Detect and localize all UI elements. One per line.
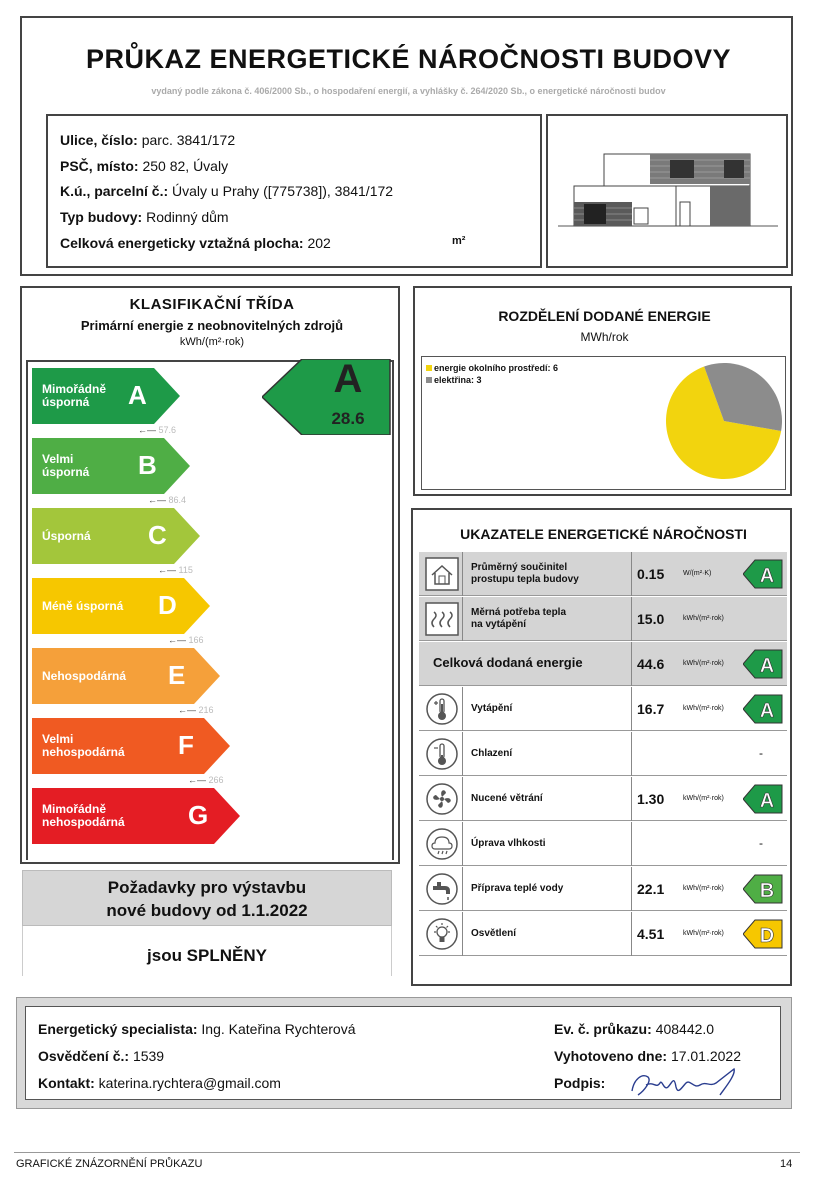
indicator-label	[471, 838, 545, 850]
contact-row	[38, 1075, 281, 1091]
indicator-unit: kWh/(m²·rok)	[683, 885, 724, 892]
threshold-value: 115	[178, 565, 193, 575]
indicator-unit: kWh/(m²·rok)	[683, 795, 724, 802]
indicator-row-1	[419, 552, 787, 596]
area-value: 202	[307, 235, 331, 251]
building-image	[546, 114, 788, 268]
result-class-value: 28.6	[331, 409, 365, 428]
humidity-icon	[425, 827, 459, 861]
psc-value: 250 82, Úvaly	[142, 158, 229, 174]
column-divider	[631, 687, 632, 731]
page-footer-rule	[14, 1152, 800, 1153]
band-label-line2: nehospodárná	[42, 815, 125, 829]
handwritten-signature	[624, 1061, 754, 1101]
band-threshold-d	[168, 635, 204, 645]
header-panel	[20, 16, 793, 276]
indicator-row-4	[419, 687, 787, 731]
band-label-c	[42, 530, 91, 543]
faucet-icon	[425, 872, 459, 906]
class-badge-d	[743, 919, 783, 949]
threshold-value: 166	[188, 635, 204, 645]
street-value: parc. 3841/172	[141, 132, 236, 148]
indicators-title: UKAZATELE ENERGETICKÉ NÁROČNOSTI	[460, 526, 747, 542]
energy-class-band-e	[32, 648, 222, 704]
indicator-label	[471, 928, 516, 940]
issue-date-label: Vyhotoveno dne:	[554, 1048, 668, 1064]
band-threshold-b	[148, 495, 186, 505]
footer-panel	[16, 997, 792, 1109]
legend-swatch-ambient	[426, 365, 432, 371]
indicator-value: 22.1	[637, 881, 665, 897]
threshold-arrow-icon: ←—	[138, 425, 159, 435]
ku-value: Úvaly u Prahy ([775738]), 3841/172	[172, 183, 394, 199]
certificate-value: 1539	[132, 1048, 165, 1064]
energy-distribution-panel	[413, 286, 792, 496]
column-divider	[631, 777, 632, 821]
column-divider	[631, 642, 632, 686]
class-badge-a	[743, 784, 783, 814]
band-letter-c: C	[148, 520, 167, 550]
indicator-unit: kWh/(m²·rok)	[683, 660, 724, 667]
class-badge-letter: A	[759, 565, 775, 587]
indicator-label-line2: na vytápění	[471, 619, 527, 630]
ku-label: K.ú., parcelní č.:	[60, 183, 169, 199]
document-title: PRŮKAZ ENERGETICKÉ NÁROČNOSTI BUDOVY	[85, 44, 732, 74]
threshold-value: 216	[198, 705, 214, 715]
contact-label: Kontakt:	[38, 1075, 95, 1091]
class-badge-letter: A	[759, 790, 775, 812]
energy-class-band-f	[32, 718, 232, 774]
registration-row	[554, 1021, 714, 1037]
thermometer-cold-icon	[425, 737, 459, 771]
indicator-row-7	[419, 822, 787, 866]
legend-item-electricity	[426, 375, 482, 385]
column-divider	[631, 867, 632, 911]
street-row	[60, 132, 235, 148]
indicator-empty-value: -	[759, 746, 763, 760]
band-letter-f: F	[178, 730, 194, 760]
indicator-label	[471, 562, 579, 586]
band-label-line1: Úsporná	[42, 529, 91, 543]
column-divider	[631, 822, 632, 866]
energy-class-band-a	[32, 368, 182, 424]
lightbulb-icon	[425, 917, 459, 951]
band-label-f	[42, 733, 125, 759]
indicator-empty-value: -	[759, 836, 763, 850]
indicator-unit: kWh/(m²·rok)	[683, 705, 724, 712]
band-label-d	[42, 600, 123, 613]
signature-row	[554, 1075, 605, 1091]
band-label-b	[42, 453, 89, 479]
threshold-value: 266	[208, 775, 224, 785]
ku-row	[60, 183, 393, 199]
band-letter-a: A	[128, 380, 147, 410]
indicator-row-2	[419, 597, 787, 641]
band-threshold-a	[138, 425, 176, 435]
indicator-label	[471, 793, 543, 805]
indicator-label	[471, 607, 566, 631]
specialist-label: Energetický specialista:	[38, 1021, 198, 1037]
address-box	[46, 114, 542, 268]
contact-email: katerina.rychtera@gmail.com	[98, 1075, 281, 1091]
result-class-letter: A	[333, 357, 363, 401]
band-label-line1: Velmi	[42, 732, 74, 746]
column-divider	[631, 597, 632, 641]
indicator-value: 16.7	[637, 701, 665, 717]
column-divider	[631, 912, 632, 956]
band-threshold-e	[178, 705, 214, 715]
indicator-row-3	[419, 642, 787, 686]
requirements-box	[22, 870, 392, 976]
building-type-label: Typ budovy:	[60, 209, 143, 225]
indicator-label-line1: Měrná potřeba tepla	[471, 607, 567, 618]
indicator-label-line1: Nucené větrání	[471, 793, 543, 804]
indicator-unit: kWh/(m²·rok)	[683, 930, 724, 937]
indicator-label-line1: Chlazení	[471, 748, 513, 759]
band-label-line2: nehospodárná	[42, 745, 125, 759]
band-label-line1: Velmi	[42, 452, 74, 466]
threshold-arrow-icon: ←—	[188, 775, 209, 785]
street-label: Ulice, číslo:	[60, 132, 138, 148]
indicator-label-line1: Příprava teplé vody	[471, 883, 564, 894]
band-label-e	[42, 670, 126, 683]
indicators-panel	[411, 508, 792, 986]
band-letter-g: G	[188, 800, 209, 830]
indicator-label-line1: Průměrný součinitel	[471, 562, 568, 573]
indicator-value: 0.15	[637, 566, 665, 582]
requirements-result: jsou SPLNĚNY	[147, 946, 267, 965]
distribution-unit: MWh/rok	[580, 330, 629, 344]
footer-info-box	[25, 1006, 781, 1100]
indicator-unit: kWh/(m²·rok)	[683, 615, 724, 622]
area-unit: m²	[452, 235, 466, 247]
indicator-label	[471, 748, 512, 760]
heating-wave-icon	[425, 602, 459, 636]
band-letter-d: D	[158, 590, 177, 620]
page-footer-label: GRAFICKÉ ZNÁZORNĚNÍ PRŮKAZU	[16, 1158, 203, 1170]
legend-swatch-electricity	[426, 377, 432, 383]
indicator-value: 44.6	[637, 656, 665, 672]
distribution-chart-area	[421, 356, 786, 490]
indicator-value: 1.30	[637, 791, 665, 807]
thermometer-hot-icon	[425, 692, 459, 726]
building-type-row	[60, 209, 229, 225]
indicator-value: 4.51	[637, 926, 665, 942]
band-threshold-f	[188, 775, 224, 785]
class-badge-b	[743, 874, 783, 904]
legend-item-ambient	[426, 363, 558, 373]
threshold-arrow-icon: ←—	[158, 565, 179, 575]
psc-label: PSČ, místo:	[60, 158, 139, 174]
band-label-line2: úsporná	[42, 465, 90, 479]
classification-title: KLASIFIKAČNÍ TŘÍDA	[129, 296, 295, 313]
threshold-arrow-icon: ←—	[178, 705, 199, 715]
issue-date-value: 17.01.2022	[670, 1048, 742, 1064]
signature-label: Podpis:	[554, 1075, 606, 1091]
class-badge-letter: D	[759, 925, 775, 947]
registration-label: Ev. č. průkazu:	[554, 1021, 652, 1037]
column-divider	[631, 552, 632, 596]
area-label: Celková energeticky vztažná plocha:	[60, 235, 304, 251]
energy-class-band-c	[32, 508, 202, 564]
requirements-line1: Požadavky pro výstavbu	[107, 878, 307, 897]
class-badge-a	[743, 649, 783, 679]
indicator-row-8	[419, 867, 787, 911]
fan-icon	[425, 782, 459, 816]
requirements-line2: nové budovy od 1.1.2022	[106, 901, 308, 920]
indicator-label	[433, 657, 583, 669]
classification-subtitle: Primární energie z neobnovitelných zdrojů	[80, 318, 344, 333]
energy-class-band-g	[32, 788, 242, 844]
area-row	[60, 235, 331, 251]
indicator-label-line1: Úprava vlhkosti	[471, 838, 546, 849]
indicator-label-line1: Vytápění	[471, 703, 513, 714]
legend-label-ambient: energie okolního prostředí: 6	[434, 363, 559, 373]
class-badge-a	[743, 694, 783, 724]
band-letter-e: E	[168, 660, 186, 690]
band-threshold-c	[158, 565, 193, 575]
band-label-g	[42, 803, 125, 829]
indicator-unit: W/(m²·K)	[683, 570, 712, 577]
page-number: 14	[780, 1158, 793, 1170]
indicator-row-5	[419, 732, 787, 776]
threshold-arrow-icon: ←—	[148, 495, 169, 505]
band-letter-b: B	[138, 450, 157, 480]
certificate-label: Osvědčení č.:	[38, 1048, 130, 1064]
energy-class-band-b	[32, 438, 192, 494]
band-label-line1: Mimořádně	[42, 802, 107, 816]
energy-class-band-d	[32, 578, 212, 634]
certificate-row	[38, 1048, 164, 1064]
threshold-value: 86.4	[168, 495, 187, 505]
class-badge-a	[743, 559, 783, 589]
house-icon	[425, 557, 459, 591]
specialist-row	[38, 1021, 356, 1037]
indicator-row-6	[419, 777, 787, 821]
indicator-label-line1: Celková dodaná energie	[433, 655, 583, 670]
registration-value: 408442.0	[655, 1021, 715, 1037]
energy-pie-chart	[662, 359, 786, 483]
building-type-value: Rodinný dům	[146, 209, 229, 225]
threshold-arrow-icon: ←—	[168, 635, 189, 645]
specialist-value: Ing. Kateřina Rychterová	[201, 1021, 356, 1037]
band-label-line1: Mimořádně	[42, 382, 107, 396]
class-badge-letter: A	[759, 655, 775, 677]
band-label-a	[42, 383, 106, 409]
band-label-line1: Méně úsporná	[42, 599, 124, 613]
house-drawing	[548, 116, 786, 266]
class-badge-letter: A	[759, 700, 775, 722]
indicator-row-9	[419, 912, 787, 956]
class-badge-letter: B	[759, 880, 775, 902]
document-subtitle: vydaný podle zákona č. 406/2000 Sb., o hospodaření energií, a vyhlášky č. 264/2020 Sb., o energetické náročnosti budov	[151, 86, 666, 96]
column-divider	[631, 732, 632, 776]
indicator-label	[471, 883, 563, 895]
indicator-label	[471, 703, 512, 715]
indicator-label-line1: Osvětlení	[471, 928, 517, 939]
threshold-value: 57.6	[158, 425, 177, 435]
legend-label-electricity: elektřina: 3	[434, 375, 482, 385]
band-label-line1: Nehospodárná	[42, 669, 127, 683]
band-label-line2: úsporná	[42, 395, 90, 409]
distribution-title: ROZDĚLENÍ DODANÉ ENERGIE	[498, 308, 711, 324]
indicator-value: 15.0	[637, 611, 665, 627]
indicator-label-line2: prostupu tepla budovy	[471, 574, 579, 585]
classification-unit: kWh/(m²·rok)	[179, 336, 245, 348]
psc-row	[60, 158, 228, 174]
